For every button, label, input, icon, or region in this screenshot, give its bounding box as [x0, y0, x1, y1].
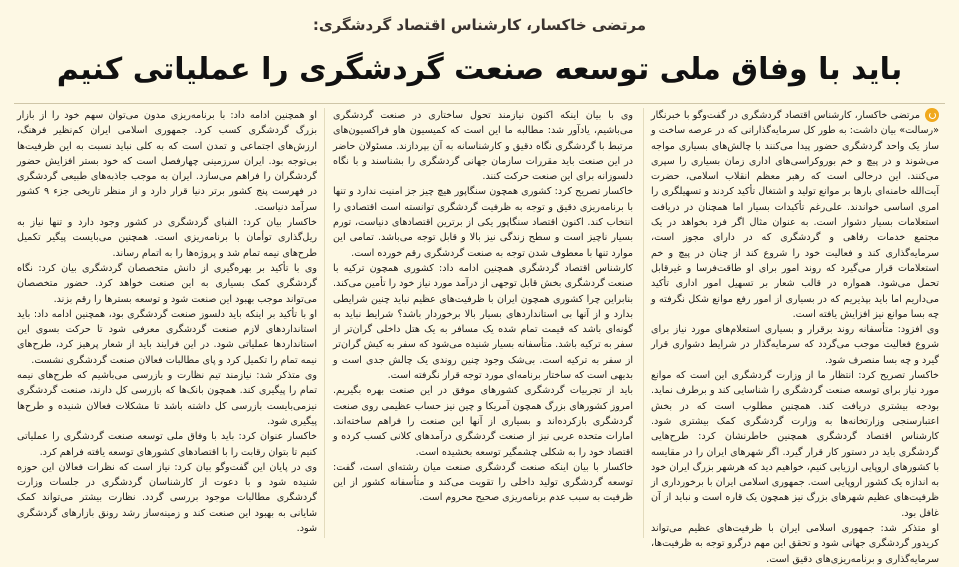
article-paragraph: او همچنین ادامه داد: با برنامه‌ریزی مدون می‌توان سهم خود را از بازار بزرگ گردشگری کسب کرد. جمهوری اسلامی ایران کم‌نظیر فرهنگ، ارزش‌های اجتماعی و تمدن است که به کلی نباید نسبت به این ظرفیت‌ها بی‌توجه بود. ایران سرزمینی چهارفصل است که خود بستر افزایش حضور گردشگران را فراهم می‌سازد. ایران به موجب جاذبه‌های طبیعی گردشگری در فهرست پنج کشور برتر دنیا قرار دارد و از منظر تاریخی جزء ۹ کشور سرآمد دنیاست. [17, 110, 317, 213]
article-paragraph: خاکسار عنوان کرد: باید با وفاق ملی توسعه صنعت گردشگری را عملیاتی کنیم تا بتوان رقابت را با اقتصادهای کشورهای توسعه یافته فراهم کرد. [17, 431, 317, 458]
column-divider [643, 108, 644, 538]
paragraph-text: مرتضی خاکسار، کارشناس اقتصاد گردشگری در گفت‌وگو با خبرنگار «رسالت» بیان داشت: به طور کل سرمایه‌گذارانی که در عرصه ساخت و ساز یک واحد گردشگری حضور پیدا می‌کنند با چالش‌های بسیاری مواجه می‌شوند و در پیچ و خم بوروکراسی‌های اداری زمان بسیاری را سپری می‌کنند. این درحالی است که رهبر معظم انقلاب اسلامی، حضرت آیت‌الله خامنه‌ای بارها بر موانع تولید و اشتغال تأکید کردند و تسهیلگری را امری اساسی خواندند. علی‌رغم تأکیدات بسیار اما همچنان در دریافت استعلامات بسیار دشوار است. به عنوان مثال اگر فرد بخواهد در یک مجتمع خدمات رفاهی و گردشگری که در دارای مجوز است، سرمایه‌گذاری کند و فعالیت خود را شروع کند از چنان در پیچ و خم استعلامات قرار می‌گیرد که روند امور برای او طاقت‌فرسا و غیرقابل تحمل می‌شود. همواره در قالب شعار بر تسهیل امور اداری تأکید می‌داریم اما باید بپذیریم که در بسیاری از امور رفع موانع شکل نگرفته و چه بسا موانع نیز افزایش یافته است. [651, 110, 939, 320]
headline-divider [14, 103, 945, 104]
article-paragraph: وی با بیان اینکه اکنون نیازمند تحول ساختاری در صنعت گردشگری می‌باشیم، یادآور شد: مطالبه ما این است که کمیسیون هاو فراکسیون‌های مرتبط با گردشگری نگاه دقیق و کارشناسانه به آن بپردازند. مسئولان حاضر در این صنعت باید مقررات سازمان جهانی گردشگری را بشناسند و با نگاه دلسوزانه برای این صنعت حرکت کنند. [333, 110, 633, 183]
article-paragraph: خاکسار تصریح کرد: کشوری همچون سنگاپور هیچ چیز جز امنیت ندارد و تنها با برنامه‌ریزی دقیق و توجه به ظرفیت گردشگری توانسته است اقتصادی را انتخاب کند. اکنون اقتصاد سنگاپور یکی از برترین اقتصادهای دنیاست، تورم بسیار ناچیز است و سطح زندگی نیز بالا و قابل توجه می‌باشد. تمامی این موارد تنها با معطوف شدن توجه به صنعت گردشگری رقم خورده است. [333, 186, 633, 259]
article-column-3 [17, 108, 317, 538]
article-paragraph: وی متذکر شد: نیازمند تیم نظارت و بازرسی می‌باشیم که طرح‌های نیمه تمام را پیگیری کند. همچون بانک‌ها که بازرسی کل دارند، صنعت گردشگری نیزمی‌بایست بازرسی کل داشته باشد تا مشکلات فعالان شنیده و طرح‌ها پیگیری شود. [17, 370, 317, 427]
article-paragraph: او متذکر شد: جمهوری اسلامی ایران با ظرفیت‌های عظیم می‌تواند کریدور گردشگری جهانی شود و تحقق این مهم درگرو توجه به ظرفیت‌ها، سرمایه‌گذاری و برنامه‌ریزی‌های دقیق است. [651, 523, 939, 565]
article-column-1 [651, 108, 939, 565]
article-paragraph: خاکسار تصریح کرد: انتظار ما از وزارت گردشگری این است که موانع مورد نیاز برای توسعه صنعت گردشگری را شناسایی کند و برطرف نماید. بودجه بیشتری دریافت کند. همچنین مطلوب است که در بخش اعتبارسنجی وزارتخانه‌ها به وزارت گردشگری کمک بیشتری شود. کارشناس اقتصاد گردشگری همچنین خاطرنشان کرد: طرح‌هایی گردشگری باید در دستور کار قرار گیرد. اگر شهرهای ایران را در مقایسه با کشورهای اروپایی ارزیابی کنیم، خواهیم دید که هرشهر بزرگ ایران خود به اندازه یک کشور اروپایی است. جمهوری اسلامی ایران با برخورداری از ظرفیت‌های عظیم شهرهای بزرگ نیز همچون یک قاره است و نباید از آن غافل بود. [651, 370, 939, 519]
article-paragraph: باید از تجربیات گردشگری کشورهای موفق در این صنعت بهره بگیریم. امروز کشورهای بزرگ همچون آمریکا و چین نیز حساب عظیمی روی صنعت گردشگری بازکرده‌اند و بسیاری از آنها این صنعت را فراهم ساخته‌اند. امارات متحده عربی نیز از صنعت گردشگری درآمدهای کلانی کسب کرده و اقتصاد خود را به شکلی چشمگیر توسعه بخشیده است. [333, 385, 633, 458]
article-paragraph: وی با تأکید بر بهره‌گیری از دانش متخصصان گردشگری بیان کرد: نگاه گردشگری کمک بسیاری به این صنعت خواهد کرد. حضور متخصصان می‌تواند موجب بهبود این صنعت شود و توسعه بسترها را رقم بزند. [17, 262, 317, 305]
brand-logo-icon [925, 108, 939, 122]
article-paragraph: کارشناس اقتصاد گردشگری همچنین ادامه داد: کشوری همچون ترکیه با صنعت گردشگری بخش قابل توجهی از درآمد مورد نیاز خود را تأمین می‌کند. بنابراین چرا کشوری همچون ایران با ظرفیت‌های عظیم نباید چنین شرایطی بدارد و از آنها بی استانداردهای بسیار بالا برخوردار باشد؟ شرایط نباید به گونه‌ای باشد که قیمت تمام شده یک مسافر به یک هتل داخلی گران‌تر از سفر به ترکیه باشد. متأسفانه بسیار شنیده می‌شود که سفر به کیش گران‌تر از سفر به ترکیه است. بی‌شک وجود چنین روندی یک چالش جدی است و بدیهی است که ساختار برنامه‌ای مورد توجه قرار نگرفته است. [333, 262, 633, 382]
article-paragraph: خاکسار بیان کرد: الفبای گردشگری در کشور وجود دارد و تنها نیاز به ریل‌گذاری توأمان با برنامه‌ریزی است. همچنین می‌بایست پیگیر تکمیل طرح‌های نیمه تمام شد و پروژه‌ها را به اتمام رساند. [17, 217, 317, 259]
article-paragraph [651, 108, 939, 322]
article-column-2 [333, 108, 633, 538]
article-paragraph: خاکسار با بیان اینکه صنعت گردشگری صنعت میان رشته‌ای است، گفت: توسعه گردشگری تولید داخلی را تقویت می‌کند و متأسفانه کشور از این ظرفیت به سبب عدم برنامه‌ریزی صحیح محروم است. [333, 461, 633, 504]
column-divider [324, 108, 325, 538]
article-paragraph: وی در پایان این گفت‌وگو بیان کرد: نیاز است که نظرات فعالان این حوزه شنیده شود و با دعوت از کارشناسان گردشگری در جلسات وزارت گردشگری مطالبات موجود بررسی گردد. نظارت بیشتر می‌تواند کمک شایانی به بهبود این صنعت کند و زمینه‌ساز رشد رونق بازارهای گردشگری شود. [17, 461, 317, 535]
article-paragraph: او با تأکید بر اینکه باید دلسوز صنعت گردشگری بود، همچنین ادامه داد: باید استانداردهای لازم صنعت گردشگری معرفی شود تا حرکت بسوی این استانداردها عملیاتی شود. در این فرایند باید از شعار پرهیز کرد، طرح‌های نیمه تمام را تکمیل کرد و پای مطالبات فعالان صنعت گردشگری نشست. [17, 308, 317, 366]
article-headline: باید با وفاق ملی توسعه صنعت گردشگری را عملیاتی کنیم [56, 52, 903, 87]
article-kicker: مرتضی خاکسار، کارشناس اقتصاد گردشگری: [312, 16, 647, 34]
article-paragraph: وی افزود: متأسفانه روند برقرار و بسیاری استعلام‌های مورد نیاز برای شروع فعالیت موجب می‌گردد که سرمایه‌گذار در شرایط دشواری قرار گیرد و چه بسا منصرف شود. [651, 324, 939, 366]
